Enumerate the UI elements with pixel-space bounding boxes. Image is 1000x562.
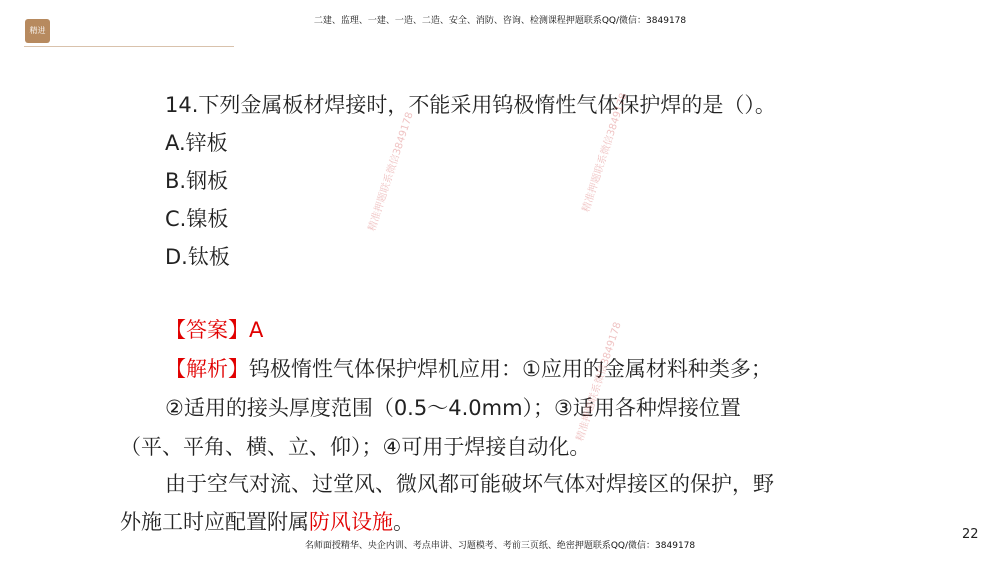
analysis-line-4: 由于空气对流、过堂风、微风都可能破坏气体对焊接区的保护，野 [165, 472, 774, 496]
logo: 精进 [25, 19, 50, 43]
analysis-line-5-prefix: 外施工时应配置附属 [120, 510, 309, 534]
analysis-text-1: 钨极惰性气体保护焊机应用：①应用的金属材料种类多； [249, 357, 772, 381]
analysis-line-3: （平、平角、横、立、仰）；④可用于焊接自动化。 [120, 435, 591, 459]
question-title: 14.下列金属板材焊接时，不能采用钨极惰性气体保护焊的是（）。 [165, 93, 776, 117]
option-b: B.钢板 [165, 169, 229, 193]
option-a: A.锌板 [165, 131, 228, 155]
watermark: 精准押题联系微信3849178 [574, 320, 624, 443]
logo-divider [24, 46, 234, 47]
analysis-line-2: ②适用的接头厚度范围（0.5～4.0mm）；③适用各种焊接位置 [165, 396, 741, 420]
watermark: 精准押题联系微信3849178 [580, 91, 630, 214]
analysis-label: 【解析】 [165, 357, 249, 381]
answer-line: 【答案】A [165, 318, 264, 342]
top-note: 二建、监理、一建、一造、二造、安全、消防、咨询、检测课程押题联系QQ/微信：3849178 [313, 16, 687, 26]
highlight-text: 防风设施 [309, 510, 393, 534]
page-number: 22 [962, 527, 979, 542]
analysis-line-5-suffix: 。 [393, 510, 414, 534]
analysis-line-5 [120, 506, 414, 536]
option-c: C.镍板 [165, 207, 229, 231]
analysis-line-1 [165, 353, 772, 383]
bottom-note: 名师面授精华、央企内训、考点串讲、习题模考、考前三页纸、绝密押题联系QQ/微信：3849178 [304, 541, 696, 551]
watermark: 精准押题联系微信3849178 [366, 110, 416, 233]
option-d: D.钛板 [165, 245, 230, 269]
